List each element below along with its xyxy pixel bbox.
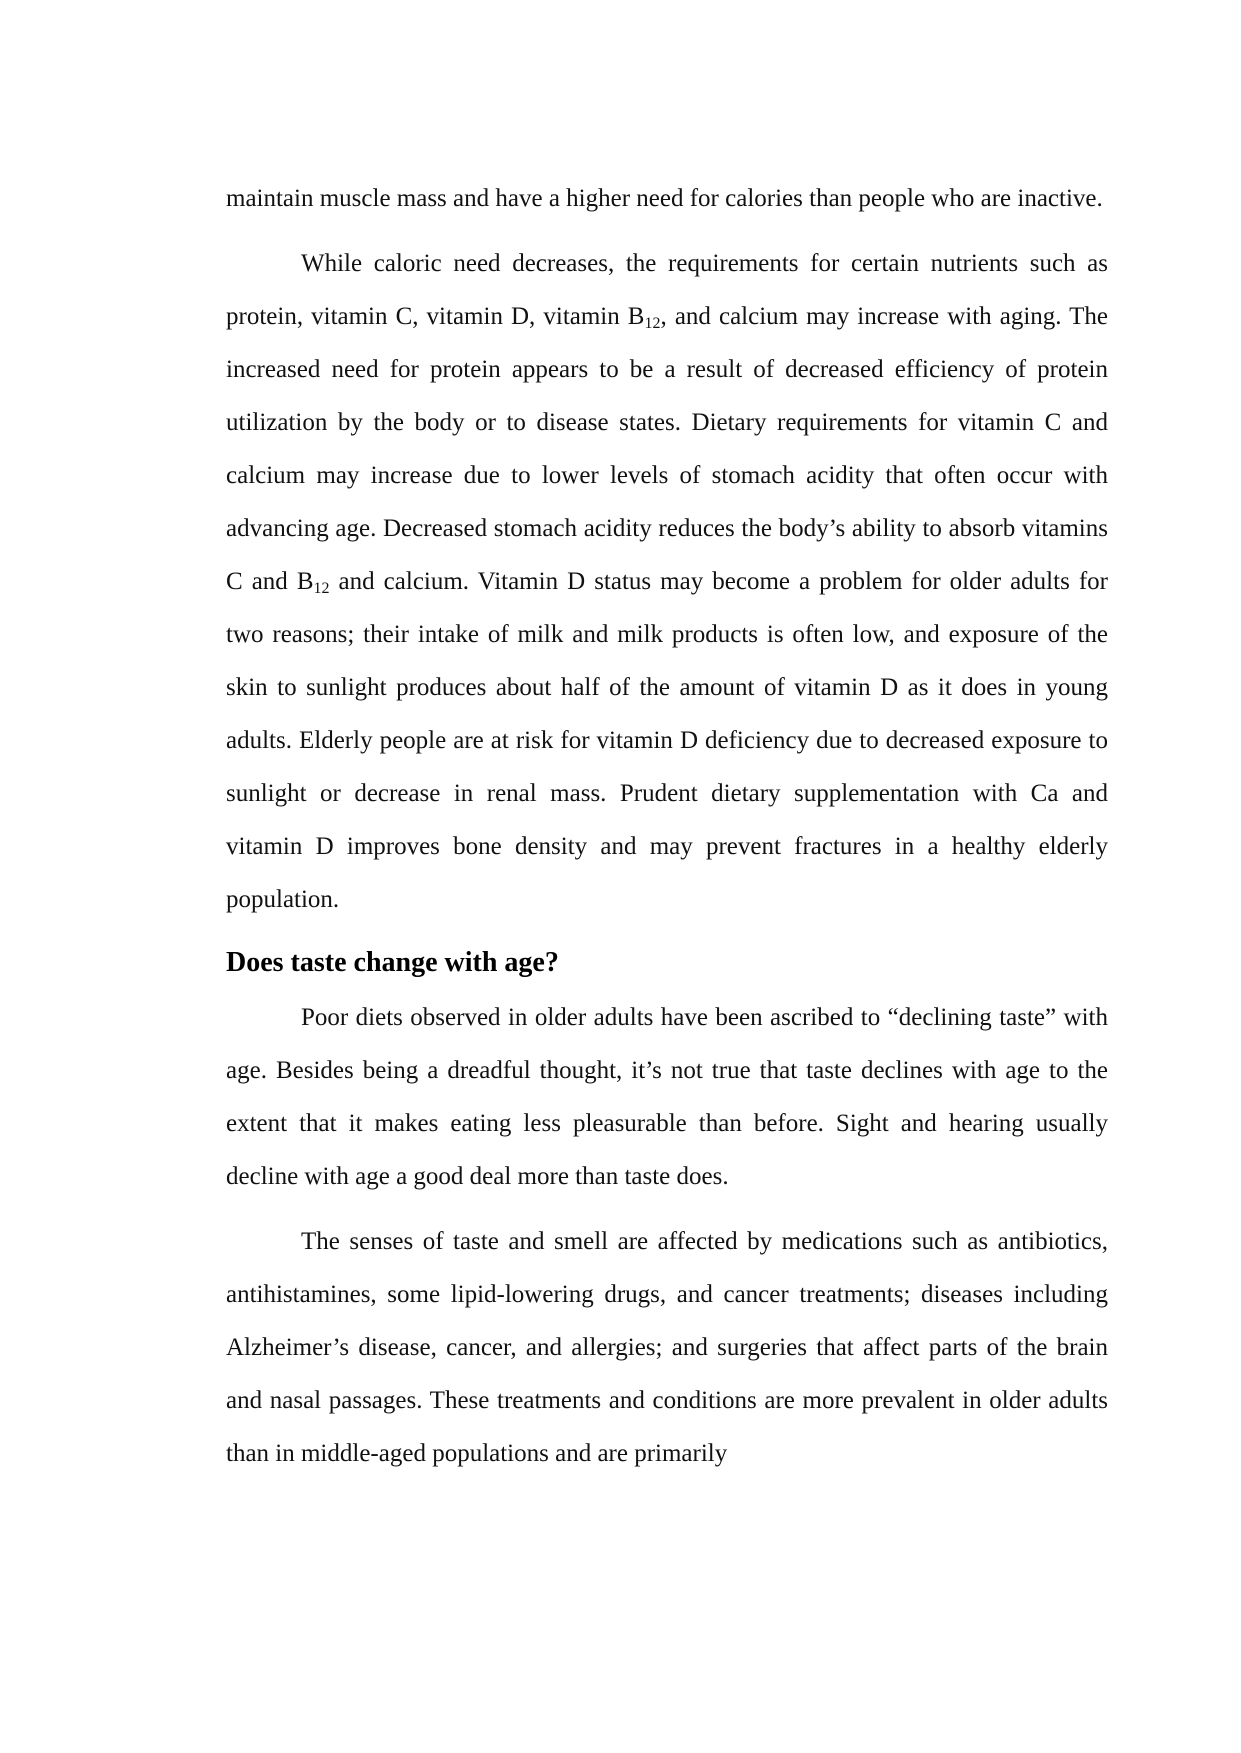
section-heading: Does taste change with age? [226, 947, 559, 978]
paragraph-text-segment: While caloric need decreases, the requirements for certain nutrients such as protein, vitamin C, vitamin D, vitamin B [226, 250, 1108, 330]
subscript: 12 [644, 315, 661, 332]
paragraph-continued: maintain muscle mass and have a higher need for calories than people who are inactive. [226, 185, 1103, 212]
paragraph-taste-smell: The senses of taste and smell are affected by medications such as antibiotics, antihistamines, some lipid-lowering drugs, and cancer treatments; diseases including Alzheimer’s disease, cancer, and allergies; and surgeries that affect parts of the brain and nasal passages. These treatments and conditions are more prevalent in older adults than in middle-aged populations and are primarily [226, 1228, 1108, 1467]
body-text [226, 172, 1108, 1480]
paragraph-declining-taste: Poor diets observed in older adults have been ascribed to “declining taste” with age. Besides being a dreadful thought, it’s not true that taste declines with age to the extent that it makes eating less pleasurable than before. Sight and hearing usually decline with age a good deal more than taste does. [226, 1004, 1108, 1190]
paragraph-text-segment: and calcium. Vitamin D status may become a problem for older adults for two reasons; their intake of milk and milk products is often low, and exposure of the skin to sunlight produces about half of the amount of vitamin D as it does in young adults. Elderly people are at risk for vitamin D deficiency due to decreased exposure to sunlight or decrease in renal mass. Prudent dietary supplementation with Ca and vitamin D improves bone density and may prevent fractures in a healthy elderly population. [226, 568, 1108, 913]
subscript: 12 [313, 580, 330, 597]
paragraph-text-segment: , and calcium may increase with aging. The increased need for protein appears to be a result of decreased efficiency of protein utilization by the body or to disease states. Dietary requirements for vitamin C and calcium may increase due to lower levels of stomach acidity that often occur with advancing age. Decreased stomach acidity reduces the body’s ability to absorb vitamins C and B [226, 303, 1108, 595]
paragraph-nutrient-requirements [226, 237, 1108, 926]
